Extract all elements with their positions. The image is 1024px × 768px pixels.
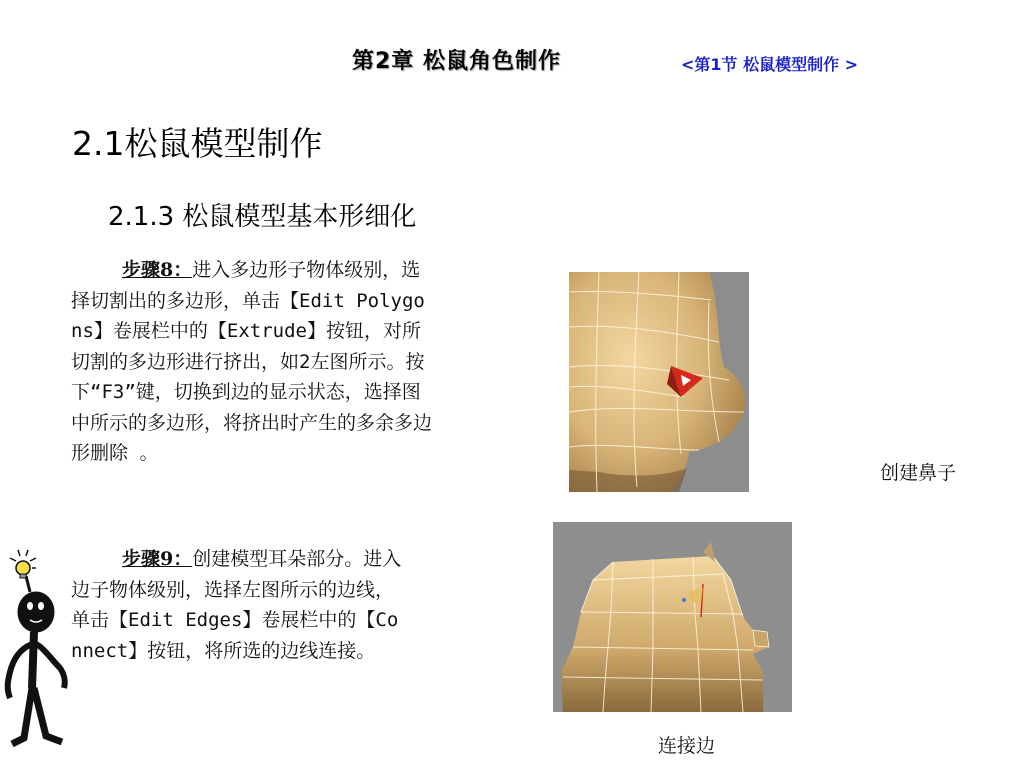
nose-figure-caption: 创建鼻子 (880, 462, 957, 484)
chapter-title: 第2章 松鼠角色制作 (352, 49, 561, 74)
stick-figure-lightbulb-icon (4, 548, 70, 748)
step-8-paragraph (71, 255, 433, 469)
nose-model-render (569, 272, 749, 492)
edge-connect-model-render (553, 522, 792, 712)
step-9-label: 步骤9： (122, 548, 193, 570)
edge-figure-caption: 连接边 (658, 735, 716, 757)
section-heading: 2.1松鼠模型制作 (72, 124, 323, 163)
step-8-label: 步骤8： (122, 259, 193, 281)
sub-heading: 2.1.3 松鼠模型基本形细化 (108, 202, 417, 232)
step-9-text: 创建模型耳朵部分。进入边子物体级别，选择左图所示的边线，单击【Edit Edges】卷展栏中的【Connect】按钮，将所选的边线连接。 (71, 548, 402, 662)
step-9-paragraph (71, 544, 407, 666)
step-8-text: 进入多边形子物体级别，选择切割出的多边形，单击【Edit Polygons】卷展栏中的【Extrude】按钮，对所切割的多边形进行挤出，如2左图所示。按下“F3”键，切换到边的显示状态，选择图中所示的多边形，将挤出时产生的多余多边形删除 。 (71, 259, 433, 464)
section-nav-link[interactable]: <第1节 松鼠模型制作 > (681, 55, 859, 74)
